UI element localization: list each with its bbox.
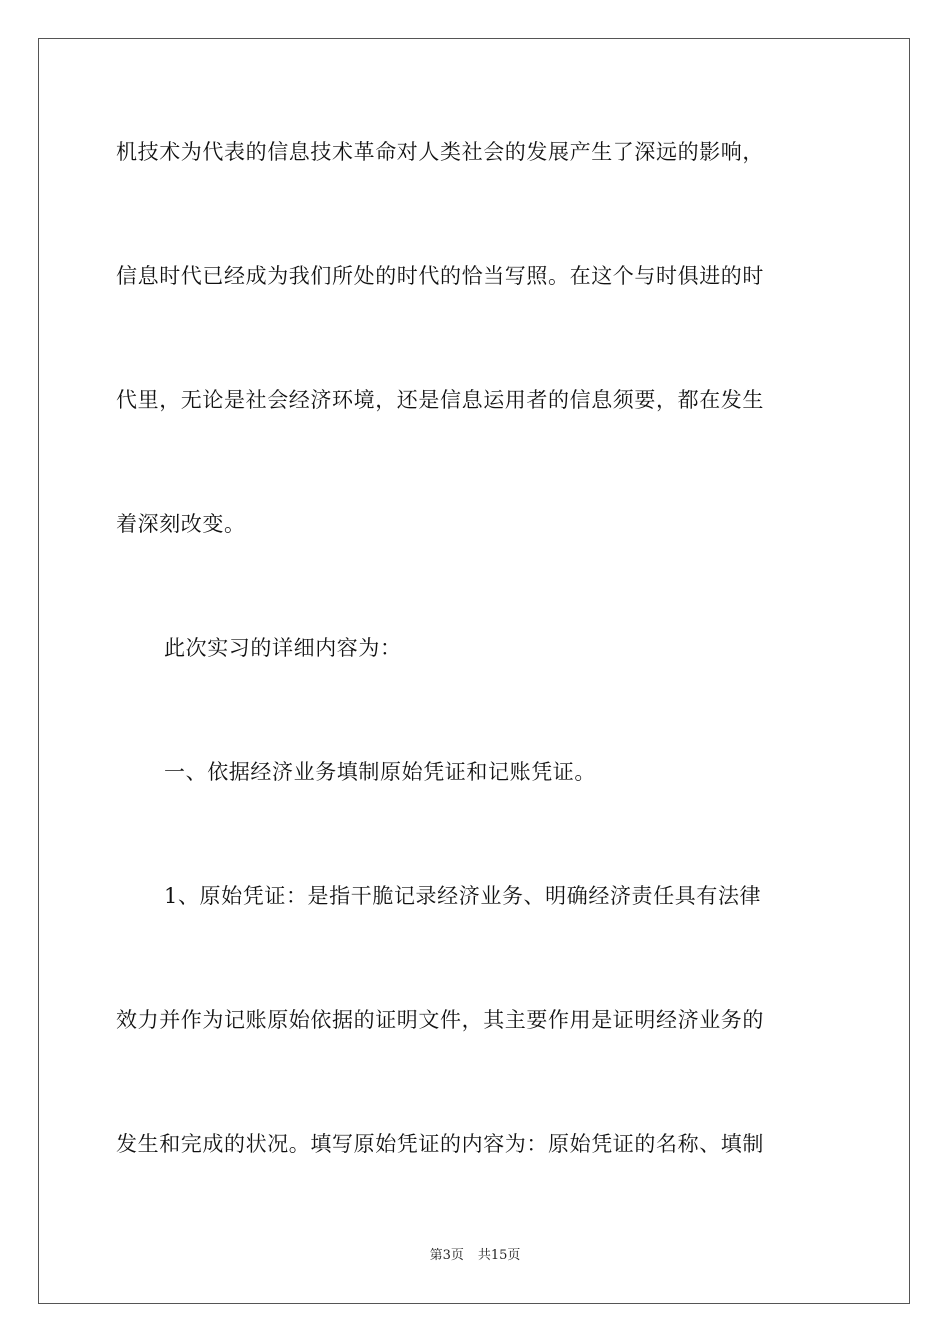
body-text-line: 效力并作为记账原始依据的证明文件，其主要作用是证明经济业务的: [116, 1008, 764, 1032]
page-number: 第3页: [429, 1248, 464, 1263]
body-text-line: 信息时代已经成为我们所处的时代的恰当写照。在这个与时俱进的时: [116, 264, 764, 288]
body-text-line: 代里，无论是社会经济环境，还是信息运用者的信息须要，都在发生: [116, 388, 764, 412]
body-text-line: 着深刻改变。: [116, 512, 246, 536]
paragraph-intro: 此次实习的详细内容为：: [164, 636, 402, 660]
body-text-line: 发生和完成的状况。填写原始凭证的内容为：原始凭证的名称、填制: [116, 1132, 764, 1156]
page-footer: [0, 1247, 950, 1265]
list-item-start: 1、原始凭证：是指干脆记录经济业务、明确经济责任具有法律: [164, 884, 762, 908]
total-pages: 共15页: [477, 1248, 521, 1263]
body-text-line: 机技术为代表的信息技术革命对人类社会的发展产生了深远的影响，: [116, 140, 764, 164]
page-border: [38, 38, 910, 1304]
section-heading: 一、依据经济业务填制原始凭证和记账凭证。: [164, 760, 596, 784]
